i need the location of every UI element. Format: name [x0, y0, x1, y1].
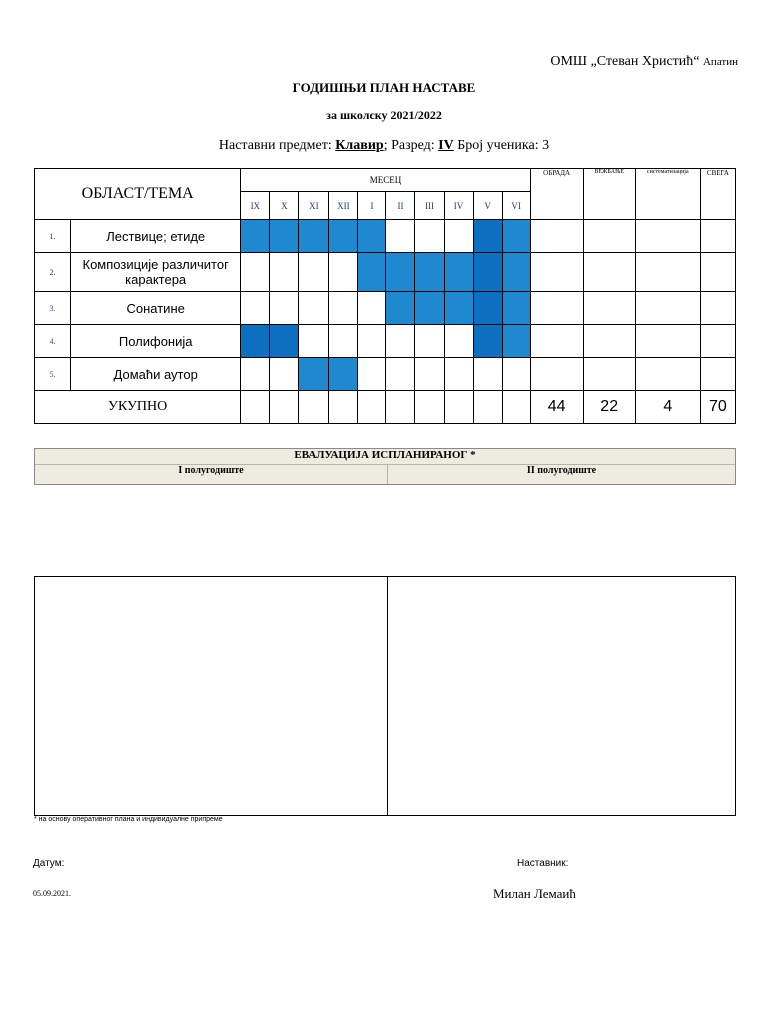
schedule-cell [415, 253, 444, 292]
evaluation-title: ЕВАЛУАЦИЈА ИСПЛАНИРАНОГ * [35, 449, 735, 465]
month-cell: V [473, 192, 502, 220]
schedule-cell [270, 220, 299, 253]
topic-cell: Полифонија [71, 325, 241, 358]
month-cell: I [358, 192, 386, 220]
vezbanje-cell [583, 253, 635, 292]
schedule-cell [473, 253, 502, 292]
schedule-cell [329, 253, 358, 292]
total-obrada: 44 [530, 391, 583, 424]
sistematizacija-cell [635, 358, 700, 391]
date-value: 05.09.2021. [33, 889, 71, 898]
schedule-cell [473, 325, 502, 358]
schedule-cell [386, 292, 415, 325]
total-row [35, 391, 736, 424]
schedule-cell [444, 292, 473, 325]
schedule-cell [415, 391, 444, 424]
sistematizacija-cell [635, 292, 700, 325]
schedule-cell [473, 220, 502, 253]
topic-cell: Композиције различитог карактера [71, 253, 241, 292]
svega-cell [700, 325, 735, 358]
schedule-cell [386, 253, 415, 292]
svega-cell [700, 358, 735, 391]
schedule-cell [299, 325, 329, 358]
month-cell: III [415, 192, 444, 220]
svega-cell [700, 292, 735, 325]
month-cell: X [270, 192, 299, 220]
obrada-cell [530, 358, 583, 391]
svega-cell [700, 253, 735, 292]
row-number: 4. [35, 325, 71, 358]
schedule-cell [502, 253, 530, 292]
schedule-cell [329, 325, 358, 358]
schedule-cell [270, 292, 299, 325]
date-label: Датум: [33, 858, 65, 869]
schedule-cell [358, 253, 386, 292]
schedule-cell [299, 358, 329, 391]
month-cell: XII [329, 192, 358, 220]
table-row [35, 325, 736, 358]
schedule-cell [358, 292, 386, 325]
schedule-cell [502, 292, 530, 325]
schedule-cell [270, 325, 299, 358]
obrada-header: ОБРАДА [530, 169, 583, 220]
school-name [0, 54, 738, 70]
school-label: ОМШ „Стеван Христић“ [550, 54, 700, 69]
table-row [35, 358, 736, 391]
area-header: ОБЛАСТ/ТЕМА [35, 169, 241, 220]
schedule-cell [502, 358, 530, 391]
total-sistematizacija: 4 [635, 391, 700, 424]
schedule-cell [270, 391, 299, 424]
students-count: Број ученика: 3 [457, 138, 550, 153]
evaluation-divider [387, 577, 388, 815]
schedule-cell [358, 391, 386, 424]
schedule-cell [299, 391, 329, 424]
schedule-cell [473, 292, 502, 325]
schedule-cell [473, 358, 502, 391]
table-row [35, 253, 736, 292]
obrada-cell [530, 220, 583, 253]
table-row [35, 220, 736, 253]
schedule-cell [329, 220, 358, 253]
vezbanje-cell [583, 292, 635, 325]
obrada-cell [530, 253, 583, 292]
vezbanje-cell [583, 358, 635, 391]
obrada-cell [530, 325, 583, 358]
schedule-cell [386, 220, 415, 253]
footnote: * на основу оперативног плана и индивидуалне припреме [34, 816, 223, 823]
schedule-cell [241, 358, 270, 391]
row-number: 3. [35, 292, 71, 325]
vezbanje-cell [583, 220, 635, 253]
schedule-cell [241, 292, 270, 325]
schedule-cell [241, 253, 270, 292]
sistematizacija-cell [635, 253, 700, 292]
plan-table [34, 168, 736, 424]
obrada-cell [530, 292, 583, 325]
topic-cell: Сонатине [71, 292, 241, 325]
total-vezbanje: 22 [583, 391, 635, 424]
school-city: Апатин [702, 56, 738, 68]
vezbanje-cell [583, 325, 635, 358]
row-number: 2. [35, 253, 71, 292]
total-label: УКУПНО [35, 391, 241, 424]
teacher-label: Наставник: [517, 858, 569, 869]
row-number: 1. [35, 220, 71, 253]
evaluation-col-first-half: I полугодиште [35, 465, 388, 484]
schedule-cell [502, 220, 530, 253]
schedule-cell [270, 358, 299, 391]
month-cell: II [386, 192, 415, 220]
schedule-cell [444, 253, 473, 292]
vezbanje-header: ВЕЖБАЊЕ [583, 169, 635, 220]
topic-cell: Домаћи аутор [71, 358, 241, 391]
evaluation-header [34, 448, 736, 485]
subject-prefix: Наставни предмет: [218, 138, 332, 153]
month-cell: IX [241, 192, 270, 220]
subject-line [0, 138, 768, 154]
schedule-cell [329, 292, 358, 325]
month-cell: IV [444, 192, 473, 220]
schedule-cell [386, 391, 415, 424]
sistematizacija-cell [635, 220, 700, 253]
schedule-cell [415, 292, 444, 325]
schedule-cell [444, 391, 473, 424]
schedule-cell [358, 325, 386, 358]
schedule-cell [299, 220, 329, 253]
schedule-cell [241, 325, 270, 358]
schedule-cell [329, 391, 358, 424]
sistematizacija-cell [635, 325, 700, 358]
sistematizacija-header: систематизација [635, 169, 700, 220]
month-cell: XI [299, 192, 329, 220]
document-title: ГОДИШЊИ ПЛАН НАСТАВЕ [292, 80, 476, 95]
schedule-cell [358, 220, 386, 253]
schedule-cell [358, 358, 386, 391]
table-row [35, 292, 736, 325]
schedule-cell [502, 391, 530, 424]
schedule-cell [241, 391, 270, 424]
evaluation-box [34, 576, 736, 816]
evaluation-col-second-half: II полугодиште [526, 465, 597, 476]
schedule-cell [502, 325, 530, 358]
schedule-cell [473, 391, 502, 424]
teacher-name: Милан Лемаић [493, 886, 576, 901]
schedule-cell [241, 220, 270, 253]
schedule-cell [415, 325, 444, 358]
school-year: за школску 2021/2022 [326, 108, 442, 122]
subject-value: Клавир [335, 138, 384, 153]
schedule-cell [444, 325, 473, 358]
schedule-cell [415, 358, 444, 391]
month-cell: VI [502, 192, 530, 220]
schedule-cell [299, 292, 329, 325]
schedule-cell [415, 220, 444, 253]
grade-prefix: ; Разред: [383, 138, 435, 153]
schedule-cell [329, 358, 358, 391]
topic-cell: Лествице; етиде [71, 220, 241, 253]
schedule-cell [299, 253, 329, 292]
row-number: 5. [35, 358, 71, 391]
schedule-cell [444, 358, 473, 391]
svega-header: СВЕГА [700, 169, 735, 220]
schedule-cell [444, 220, 473, 253]
month-header: МЕСЕЦ [241, 169, 530, 192]
schedule-cell [386, 358, 415, 391]
schedule-cell [270, 253, 299, 292]
total-svega: 70 [700, 391, 735, 424]
schedule-cell [386, 325, 415, 358]
svega-cell [700, 220, 735, 253]
grade-value: IV [438, 138, 454, 153]
